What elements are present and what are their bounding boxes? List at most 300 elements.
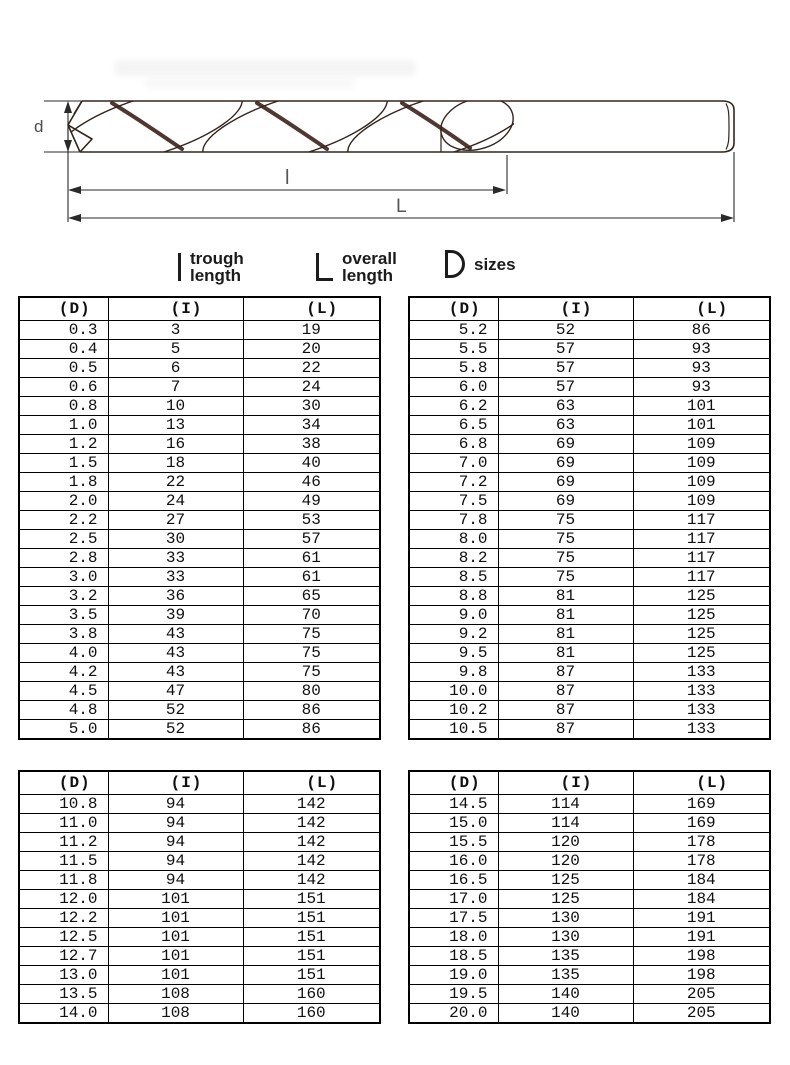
- table-cell: 109: [633, 435, 770, 454]
- legend: [0, 246, 790, 290]
- table-cell: 205: [633, 1004, 770, 1024]
- table-row: [19, 663, 380, 682]
- table-cell: 86: [243, 701, 380, 720]
- table-cell: 30: [108, 530, 243, 549]
- table-cell: 18.5: [409, 947, 498, 966]
- table-cell: 7.0: [409, 454, 498, 473]
- table-cell: 46: [243, 473, 380, 492]
- table-cell: 43: [108, 625, 243, 644]
- table-cell: 53: [243, 511, 380, 530]
- table-cell: 142: [243, 833, 380, 852]
- table-cell: 151: [243, 890, 380, 909]
- table-cell: 142: [243, 814, 380, 833]
- table-cell: 86: [633, 321, 770, 340]
- table-cell: 17.5: [409, 909, 498, 928]
- table-cell: 125: [633, 644, 770, 663]
- table-row: [409, 871, 770, 890]
- table-cell: 205: [633, 985, 770, 1004]
- table-row: [409, 378, 770, 397]
- table-row: [19, 625, 380, 644]
- table-cell: 101: [633, 397, 770, 416]
- table-cell: 20.0: [409, 1004, 498, 1024]
- table-row: [19, 701, 380, 720]
- legend-item-overall-length: [316, 250, 397, 284]
- table-row: [409, 852, 770, 871]
- table-cell: 3: [108, 321, 243, 340]
- table-cell: 24: [108, 492, 243, 511]
- table-cell: 34: [243, 416, 380, 435]
- table-cell: 14.0: [19, 1004, 108, 1024]
- table-cell: 75: [243, 644, 380, 663]
- table-cell: 13.5: [19, 985, 108, 1004]
- table-cell: 10.8: [19, 795, 108, 814]
- table-row: [409, 947, 770, 966]
- table-cell: 0.5: [19, 359, 108, 378]
- size-table-bottom-right: [408, 770, 771, 1024]
- table-row: [19, 587, 380, 606]
- table-cell: 1.0: [19, 416, 108, 435]
- table-cell: 178: [633, 852, 770, 871]
- table-cell: 87: [498, 701, 633, 720]
- overall-length-symbol-icon: [316, 253, 333, 281]
- table-cell: 0.8: [19, 397, 108, 416]
- table-cell: 12.7: [19, 947, 108, 966]
- table-cell: 108: [108, 1004, 243, 1024]
- table-cell: 10.5: [409, 720, 498, 740]
- table-cell: 27: [108, 511, 243, 530]
- column-header: (L): [243, 297, 380, 321]
- dimension-label-L: L: [396, 196, 407, 217]
- table-cell: 75: [498, 549, 633, 568]
- table-cell: 87: [498, 720, 633, 740]
- table-cell: 57: [498, 359, 633, 378]
- table-cell: 2.0: [19, 492, 108, 511]
- table-row: [409, 644, 770, 663]
- table-cell: 3.0: [19, 568, 108, 587]
- table-row: [19, 720, 380, 740]
- table-row: [19, 397, 380, 416]
- table-row: [409, 492, 770, 511]
- table-cell: 61: [243, 549, 380, 568]
- table-cell: 1.8: [19, 473, 108, 492]
- table-cell: 133: [633, 663, 770, 682]
- table-cell: 94: [108, 852, 243, 871]
- table-row: [19, 985, 380, 1004]
- table-cell: 61: [243, 568, 380, 587]
- table-cell: 5.2: [409, 321, 498, 340]
- table-cell: 57: [498, 340, 633, 359]
- table-row: [19, 511, 380, 530]
- table-cell: 65: [243, 587, 380, 606]
- table-row: [409, 454, 770, 473]
- table-cell: 6.2: [409, 397, 498, 416]
- table-row: [409, 966, 770, 985]
- table-cell: 81: [498, 587, 633, 606]
- table-row: [409, 435, 770, 454]
- table-row: [19, 549, 380, 568]
- table-cell: 198: [633, 947, 770, 966]
- table-cell: 142: [243, 795, 380, 814]
- table-row: [409, 397, 770, 416]
- table-cell: 3.8: [19, 625, 108, 644]
- table-row: [409, 682, 770, 701]
- table-cell: 19.5: [409, 985, 498, 1004]
- header-row: [19, 297, 380, 321]
- table-cell: 6.5: [409, 416, 498, 435]
- table-cell: 6: [108, 359, 243, 378]
- table-row: [409, 701, 770, 720]
- legend-label: [474, 256, 516, 273]
- table-cell: 18: [108, 454, 243, 473]
- table-cell: 184: [633, 890, 770, 909]
- size-table-bottom-left: [18, 770, 381, 1024]
- table-cell: 16.5: [409, 871, 498, 890]
- table-cell: 5: [108, 340, 243, 359]
- table-cell: 16.0: [409, 852, 498, 871]
- table-cell: 40: [243, 454, 380, 473]
- column-header: (D): [19, 771, 108, 795]
- table-cell: 3.5: [19, 606, 108, 625]
- table-row: [19, 340, 380, 359]
- table-cell: 33: [108, 549, 243, 568]
- table-cell: 4.8: [19, 701, 108, 720]
- column-header: (I): [108, 771, 243, 795]
- table-cell: 109: [633, 473, 770, 492]
- legend-label: [342, 250, 397, 284]
- table-row: [19, 321, 380, 340]
- table-cell: 11.2: [19, 833, 108, 852]
- table-cell: 140: [498, 1004, 633, 1024]
- table-cell: 5.8: [409, 359, 498, 378]
- table-cell: 13.0: [19, 966, 108, 985]
- table-cell: 2.5: [19, 530, 108, 549]
- table-row: [19, 568, 380, 587]
- legend-line: trough: [190, 249, 244, 268]
- table-row: [409, 928, 770, 947]
- table-row: [409, 340, 770, 359]
- legend-label: [190, 250, 244, 284]
- table-row: [409, 359, 770, 378]
- table-cell: 151: [243, 966, 380, 985]
- table-cell: 12.2: [19, 909, 108, 928]
- table-cell: 133: [633, 701, 770, 720]
- table-cell: 75: [498, 568, 633, 587]
- table-cell: 9.5: [409, 644, 498, 663]
- table-cell: 108: [108, 985, 243, 1004]
- table-row: [409, 890, 770, 909]
- table-cell: 9.8: [409, 663, 498, 682]
- table-cell: 4.2: [19, 663, 108, 682]
- table-row: [19, 833, 380, 852]
- table-cell: 184: [633, 871, 770, 890]
- table-cell: 125: [498, 871, 633, 890]
- table-cell: 36: [108, 587, 243, 606]
- table-cell: 43: [108, 663, 243, 682]
- legend-line: length: [342, 266, 393, 285]
- table-cell: 15.0: [409, 814, 498, 833]
- table-row: [19, 928, 380, 947]
- table-cell: 125: [498, 890, 633, 909]
- table-cell: 87: [498, 663, 633, 682]
- table-cell: 130: [498, 909, 633, 928]
- table-cell: 133: [633, 720, 770, 740]
- table-cell: 10.0: [409, 682, 498, 701]
- table-cell: 1.2: [19, 435, 108, 454]
- table-cell: 4.5: [19, 682, 108, 701]
- size-table-top-right: [408, 296, 771, 740]
- column-header: (L): [633, 771, 770, 795]
- table-row: [19, 852, 380, 871]
- dimension-label-l: l: [285, 167, 290, 189]
- table-cell: 30: [243, 397, 380, 416]
- legend-item-sizes: [445, 250, 516, 278]
- table-row: [409, 606, 770, 625]
- table-cell: 133: [633, 682, 770, 701]
- table-cell: 142: [243, 871, 380, 890]
- table-cell: 3.2: [19, 587, 108, 606]
- table-cell: 2.2: [19, 511, 108, 530]
- table-cell: 198: [633, 966, 770, 985]
- table-cell: 13: [108, 416, 243, 435]
- table-cell: 151: [243, 947, 380, 966]
- table-cell: 101: [108, 947, 243, 966]
- table-cell: 22: [108, 473, 243, 492]
- table-cell: 169: [633, 814, 770, 833]
- table-cell: 191: [633, 928, 770, 947]
- table-cell: 19.0: [409, 966, 498, 985]
- table-cell: 125: [633, 587, 770, 606]
- table-row: [409, 549, 770, 568]
- legend-line: length: [190, 266, 241, 285]
- table-cell: 1.5: [19, 454, 108, 473]
- table-row: [19, 435, 380, 454]
- table-cell: 117: [633, 568, 770, 587]
- table-cell: 57: [498, 378, 633, 397]
- table-row: [409, 663, 770, 682]
- table-cell: 117: [633, 530, 770, 549]
- table-cell: 12.5: [19, 928, 108, 947]
- drill-flutes: [50, 70, 541, 182]
- table-cell: 52: [108, 701, 243, 720]
- table-cell: 43: [108, 644, 243, 663]
- table-cell: 2.8: [19, 549, 108, 568]
- table-row: [409, 909, 770, 928]
- table-cell: 120: [498, 852, 633, 871]
- table-cell: 39: [108, 606, 243, 625]
- table-cell: 94: [108, 795, 243, 814]
- table-cell: 135: [498, 947, 633, 966]
- table-cell: 11.0: [19, 814, 108, 833]
- table-cell: 117: [633, 549, 770, 568]
- table-cell: 10: [108, 397, 243, 416]
- column-header: (D): [409, 297, 498, 321]
- legend-item-trough-length: [178, 250, 244, 284]
- table-cell: 63: [498, 397, 633, 416]
- table-cell: 5.5: [409, 340, 498, 359]
- table-cell: 69: [498, 492, 633, 511]
- column-header: (D): [19, 297, 108, 321]
- table-row: [409, 568, 770, 587]
- table-row: [409, 416, 770, 435]
- table-cell: 93: [633, 378, 770, 397]
- table-cell: 12.0: [19, 890, 108, 909]
- table-cell: 7.2: [409, 473, 498, 492]
- table-cell: 38: [243, 435, 380, 454]
- table-cell: 151: [243, 909, 380, 928]
- table-cell: 49: [243, 492, 380, 511]
- header-row: [409, 771, 770, 795]
- table-cell: 10.2: [409, 701, 498, 720]
- column-header: (L): [633, 297, 770, 321]
- table-cell: 18.0: [409, 928, 498, 947]
- header-row: [19, 771, 380, 795]
- table-cell: 80: [243, 682, 380, 701]
- table-cell: 75: [243, 663, 380, 682]
- table-cell: 11.5: [19, 852, 108, 871]
- table-cell: 94: [108, 814, 243, 833]
- table-cell: 7.8: [409, 511, 498, 530]
- table-row: [409, 1004, 770, 1024]
- table-cell: 125: [633, 625, 770, 644]
- table-cell: 109: [633, 492, 770, 511]
- table-cell: 47: [108, 682, 243, 701]
- column-header: (I): [498, 771, 633, 795]
- table-row: [409, 795, 770, 814]
- table-cell: 109: [633, 454, 770, 473]
- table-row: [409, 814, 770, 833]
- table-cell: 8.5: [409, 568, 498, 587]
- table-row: [19, 644, 380, 663]
- table-cell: 15.5: [409, 833, 498, 852]
- header-row: [409, 297, 770, 321]
- table-cell: 120: [498, 833, 633, 852]
- table-cell: 101: [633, 416, 770, 435]
- table-cell: 191: [633, 909, 770, 928]
- column-header: (I): [498, 297, 633, 321]
- table-row: [19, 1004, 380, 1024]
- table-cell: 75: [498, 530, 633, 549]
- table-cell: 11.8: [19, 871, 108, 890]
- table-cell: 75: [243, 625, 380, 644]
- table-cell: 0.4: [19, 340, 108, 359]
- table-cell: 101: [108, 890, 243, 909]
- table-cell: 5.0: [19, 720, 108, 740]
- table-row: [409, 530, 770, 549]
- table-cell: 6.8: [409, 435, 498, 454]
- table-cell: 75: [498, 511, 633, 530]
- table-cell: 33: [108, 568, 243, 587]
- table-cell: 81: [498, 625, 633, 644]
- table-cell: 19: [243, 321, 380, 340]
- table-cell: 94: [108, 833, 243, 852]
- table-row: [409, 321, 770, 340]
- table-cell: 178: [633, 833, 770, 852]
- table-row: [19, 814, 380, 833]
- table-row: [19, 606, 380, 625]
- table-cell: 9.2: [409, 625, 498, 644]
- table-row: [409, 625, 770, 644]
- table-cell: 169: [633, 795, 770, 814]
- table-cell: 8.8: [409, 587, 498, 606]
- table-row: [409, 833, 770, 852]
- dimension-label-d: d: [34, 117, 44, 136]
- table-cell: 7.5: [409, 492, 498, 511]
- table-cell: 135: [498, 966, 633, 985]
- table-cell: 114: [498, 814, 633, 833]
- table-cell: 69: [498, 435, 633, 454]
- table-cell: 81: [498, 606, 633, 625]
- table-cell: 69: [498, 473, 633, 492]
- table-row: [19, 795, 380, 814]
- legend-line: overall: [342, 249, 397, 268]
- table-row: [409, 985, 770, 1004]
- table-cell: 130: [498, 928, 633, 947]
- table-row: [19, 871, 380, 890]
- table-cell: 4.0: [19, 644, 108, 663]
- table-cell: 17.0: [409, 890, 498, 909]
- legend-line: sizes: [474, 254, 516, 274]
- trough-length-symbol-icon: [178, 253, 181, 281]
- drill-bit-diagram: [0, 0, 790, 240]
- table-cell: 9.0: [409, 606, 498, 625]
- table-cell: 101: [108, 928, 243, 947]
- table-row: [19, 682, 380, 701]
- table-cell: 81: [498, 644, 633, 663]
- table-cell: 8.0: [409, 530, 498, 549]
- table-cell: 63: [498, 416, 633, 435]
- table-row: [19, 890, 380, 909]
- table-cell: 69: [498, 454, 633, 473]
- size-table-top-left: [18, 296, 381, 740]
- table-row: [409, 511, 770, 530]
- table-row: [19, 909, 380, 928]
- table-cell: 160: [243, 985, 380, 1004]
- diameter-symbol-icon: [445, 250, 465, 278]
- table-cell: 87: [498, 682, 633, 701]
- table-cell: 93: [633, 359, 770, 378]
- column-header: (L): [243, 771, 380, 795]
- table-row: [19, 473, 380, 492]
- table-row: [19, 947, 380, 966]
- table-row: [19, 530, 380, 549]
- table-cell: 7: [108, 378, 243, 397]
- table-cell: 93: [633, 340, 770, 359]
- table-row: [19, 378, 380, 397]
- table-cell: 101: [108, 966, 243, 985]
- table-cell: 151: [243, 928, 380, 947]
- table-cell: 57: [243, 530, 380, 549]
- table-cell: 22: [243, 359, 380, 378]
- table-cell: 52: [108, 720, 243, 740]
- table-cell: 125: [633, 606, 770, 625]
- table-cell: 70: [243, 606, 380, 625]
- table-cell: 0.3: [19, 321, 108, 340]
- table-cell: 117: [633, 511, 770, 530]
- table-cell: 8.2: [409, 549, 498, 568]
- table-cell: 6.0: [409, 378, 498, 397]
- table-cell: 94: [108, 871, 243, 890]
- table-cell: 16: [108, 435, 243, 454]
- table-cell: 140: [498, 985, 633, 1004]
- table-cell: 24: [243, 378, 380, 397]
- table-cell: 101: [108, 909, 243, 928]
- column-header: (D): [409, 771, 498, 795]
- table-cell: 142: [243, 852, 380, 871]
- table-row: [19, 416, 380, 435]
- table-row: [409, 587, 770, 606]
- table-cell: 160: [243, 1004, 380, 1024]
- table-cell: 20: [243, 340, 380, 359]
